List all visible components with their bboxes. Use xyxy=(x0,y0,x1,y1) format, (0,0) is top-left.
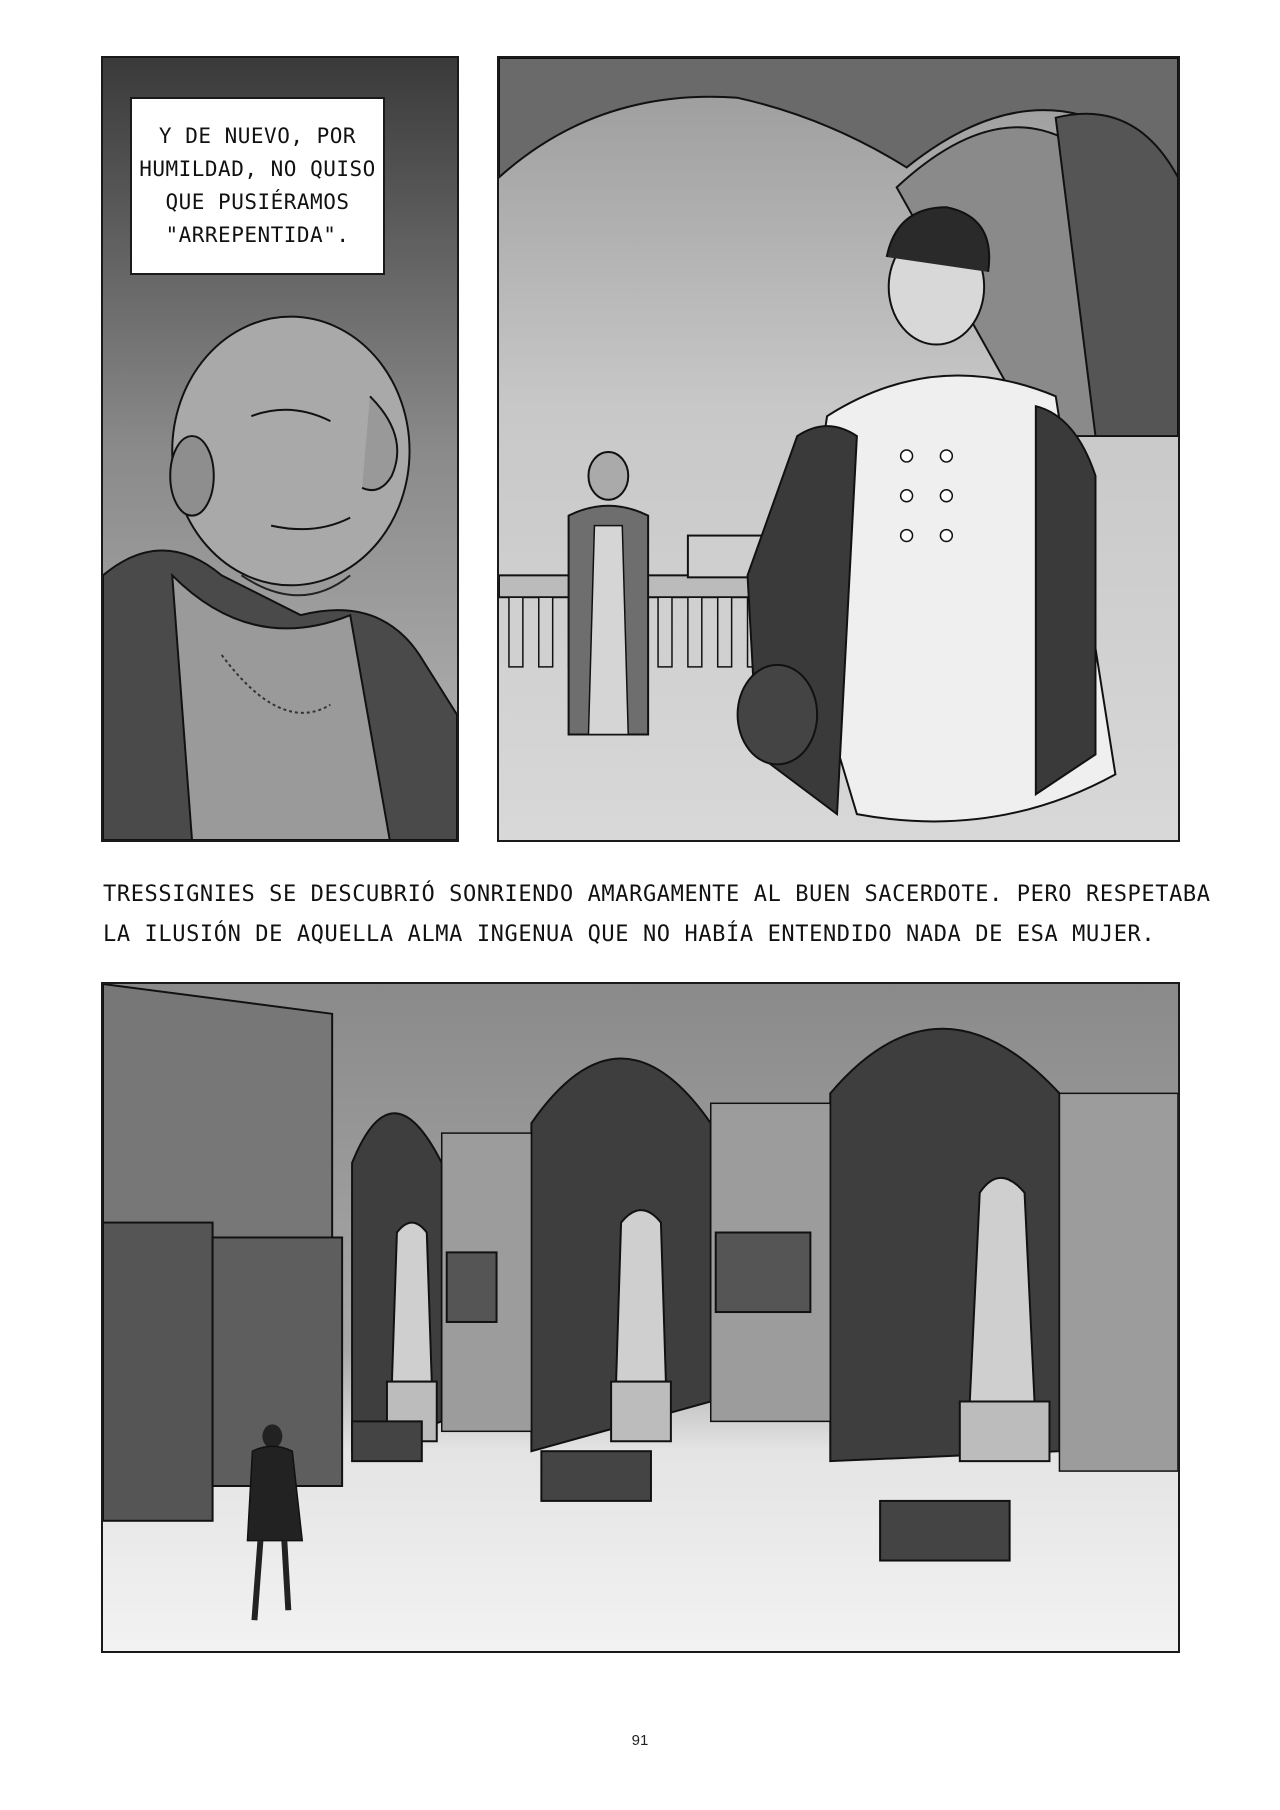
church-interior-illustration xyxy=(499,58,1178,840)
narration-line-1: TRESSIGNIES SE DESCUBRIÓ SONRIENDO AMARGAMENTE AL BUEN SACERDOTE. PERO RESPETABA xyxy=(103,882,1211,907)
page-number: 91 xyxy=(631,1732,649,1749)
speech-balloon xyxy=(130,97,385,275)
narration-caption xyxy=(103,875,1211,955)
narration-line-2: LA ILUSIÓN DE AQUELLA ALMA INGENUA QUE NO HABÍA ENTENDIDO NADA DE ESA MUJER. xyxy=(103,922,1156,947)
panel-gentleman-leaving xyxy=(497,56,1180,842)
panel-church-nave xyxy=(101,982,1180,1653)
speech-balloon-text: Y DE NUEVO, POR HUMILDAD, NO QUISO QUE PUSIÉRAMOS "ARREPENTIDA". xyxy=(139,124,376,247)
church-nave-illustration xyxy=(103,984,1178,1651)
